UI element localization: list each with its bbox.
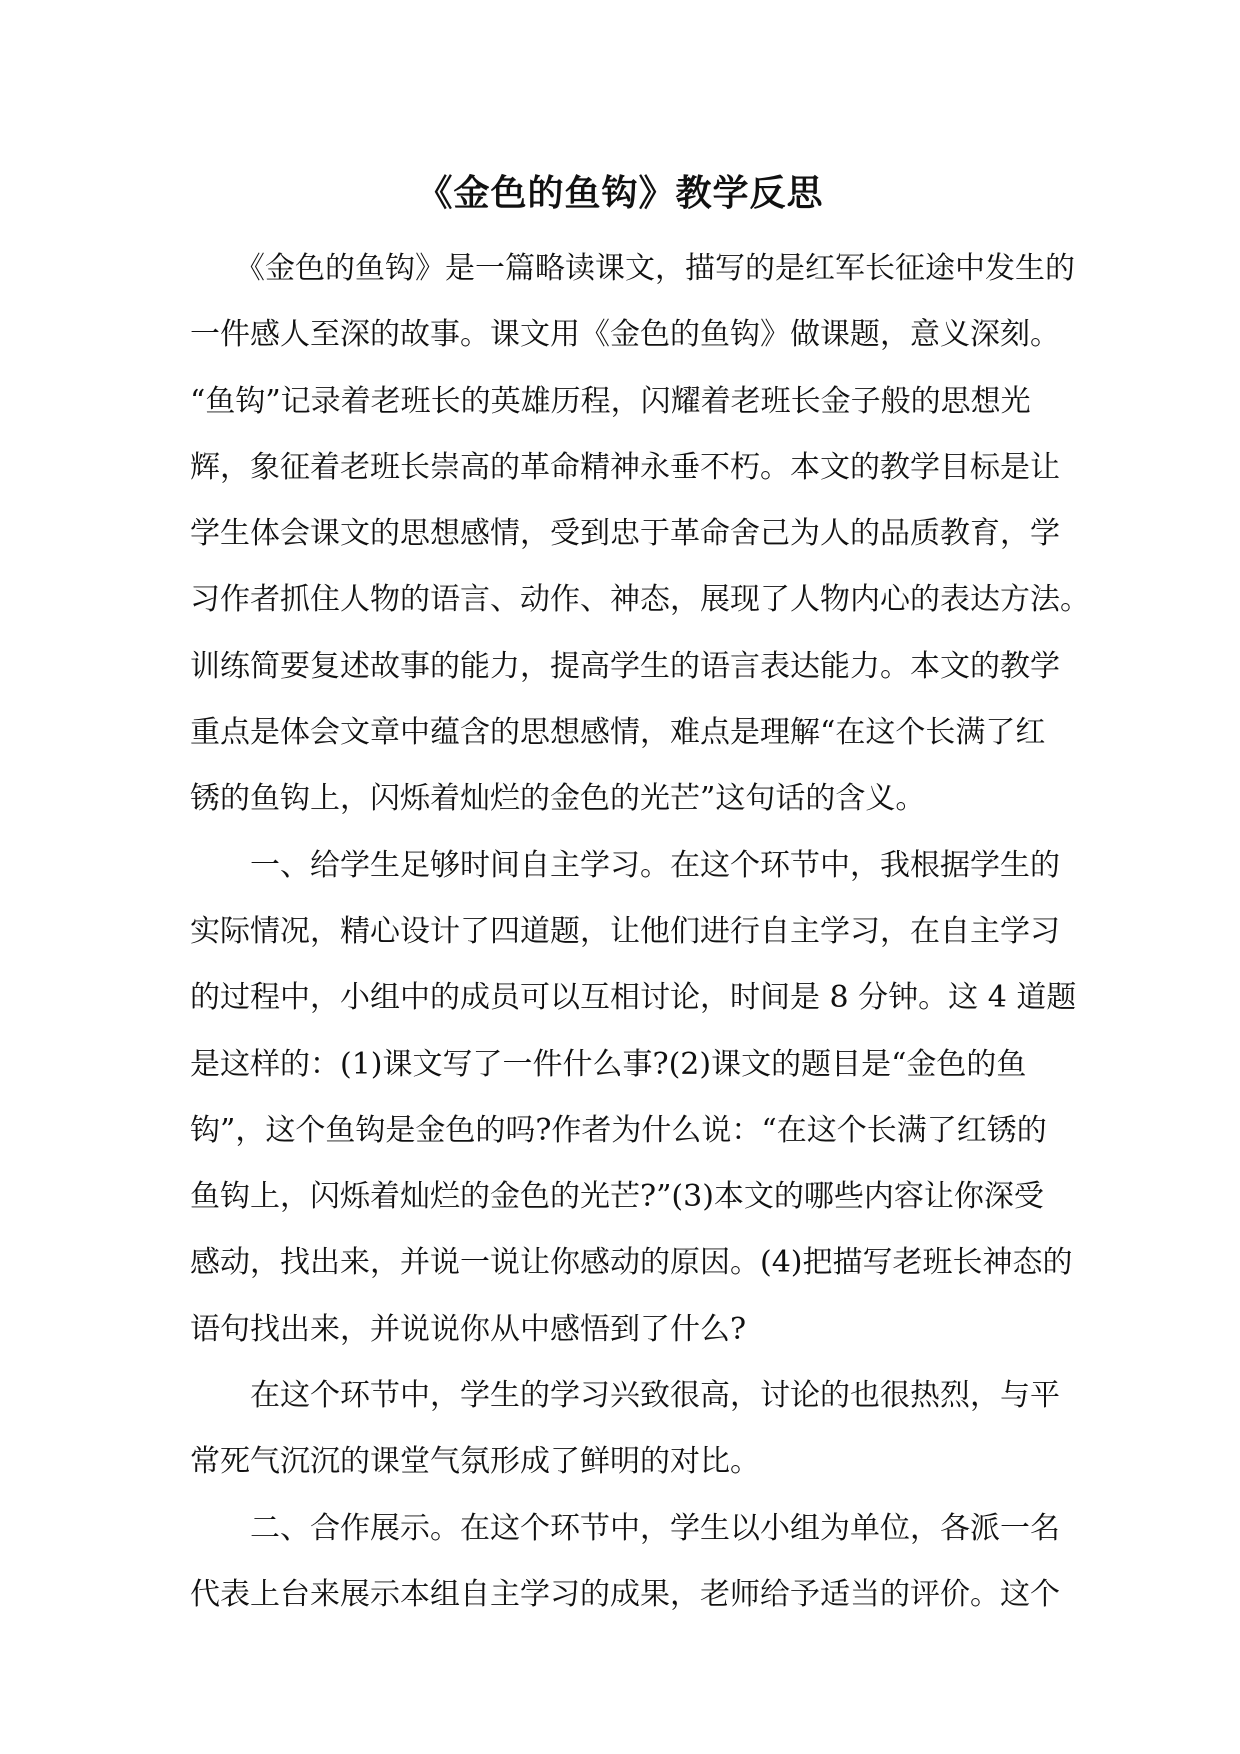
text-line: 训练简要复述故事的能力，提高学生的语言表达能力。本文的教学 <box>190 648 1060 684</box>
text-line: “鱼钩”记录着老班长的英雄历程，闪耀着老班长金子般的思想光 <box>190 383 1031 419</box>
text-line: 重点是体会文章中蕴含的思想感情，难点是理解“在这个长满了红 <box>190 715 1046 751</box>
document-title: 《金色的鱼钩》教学反思 <box>416 173 824 214</box>
text-line: 锈的鱼钩上，闪烁着灿烂的金色的光芒”这句话的含义。 <box>190 781 926 817</box>
text-line: 钩”，这个鱼钩是金色的吗?作者为什么说：“在这个长满了红锈的 <box>190 1112 1047 1148</box>
text-line: 的过程中，小组中的成员可以互相讨论，时间是 8 分钟。这 4 道题 <box>190 980 1077 1016</box>
text-line: 感动，找出来，并说一说让你感动的原因。(4)把描写老班长神态的 <box>190 1245 1073 1281</box>
document-body <box>190 236 1090 1628</box>
text-line: 《金色的鱼钩》是一篇略读课文，描写的是红军长征途中发生的 <box>190 251 1075 286</box>
text-line: 学生体会课文的思想感情，受到忠于革命舍己为人的品质教育，学 <box>190 516 1060 552</box>
text-line: 一件感人至深的故事。课文用《金色的鱼钩》做课题，意义深刻。 <box>190 317 1060 353</box>
text-line: 实际情况，精心设计了四道题，让他们进行自主学习，在自主学习 <box>190 913 1060 949</box>
text-line: 鱼钩上，闪烁着灿烂的金色的光芒?”(3)本文的哪些内容让你深受 <box>190 1179 1044 1215</box>
text-line: 代表上台来展示本组自主学习的成果，老师给予适当的评价。这个 <box>190 1576 1060 1612</box>
text-line: 是这样的：(1)课文写了一件什么事?(2)课文的题目是“金色的鱼 <box>190 1046 1027 1082</box>
text-line: 常死气沉沉的课堂气氛形成了鲜明的对比。 <box>190 1444 760 1480</box>
text-line: 二、合作展示。在这个环节中，学生以小组为单位，各派一名 <box>190 1510 1060 1546</box>
text-line: 语句找出来，并说说你从中感悟到了什么? <box>190 1311 747 1347</box>
text-line: 在这个环节中，学生的学习兴致很高，讨论的也很热烈，与平 <box>190 1378 1060 1414</box>
text-line: 一、给学生足够时间自主学习。在这个环节中，我根据学生的 <box>190 847 1060 883</box>
text-line: 辉，象征着老班长崇高的革命精神永垂不朽。本文的教学目标是让 <box>190 449 1060 485</box>
text-line: 习作者抓住人物的语言、动作、神态，展现了人物内心的表达方法。 <box>190 582 1090 618</box>
